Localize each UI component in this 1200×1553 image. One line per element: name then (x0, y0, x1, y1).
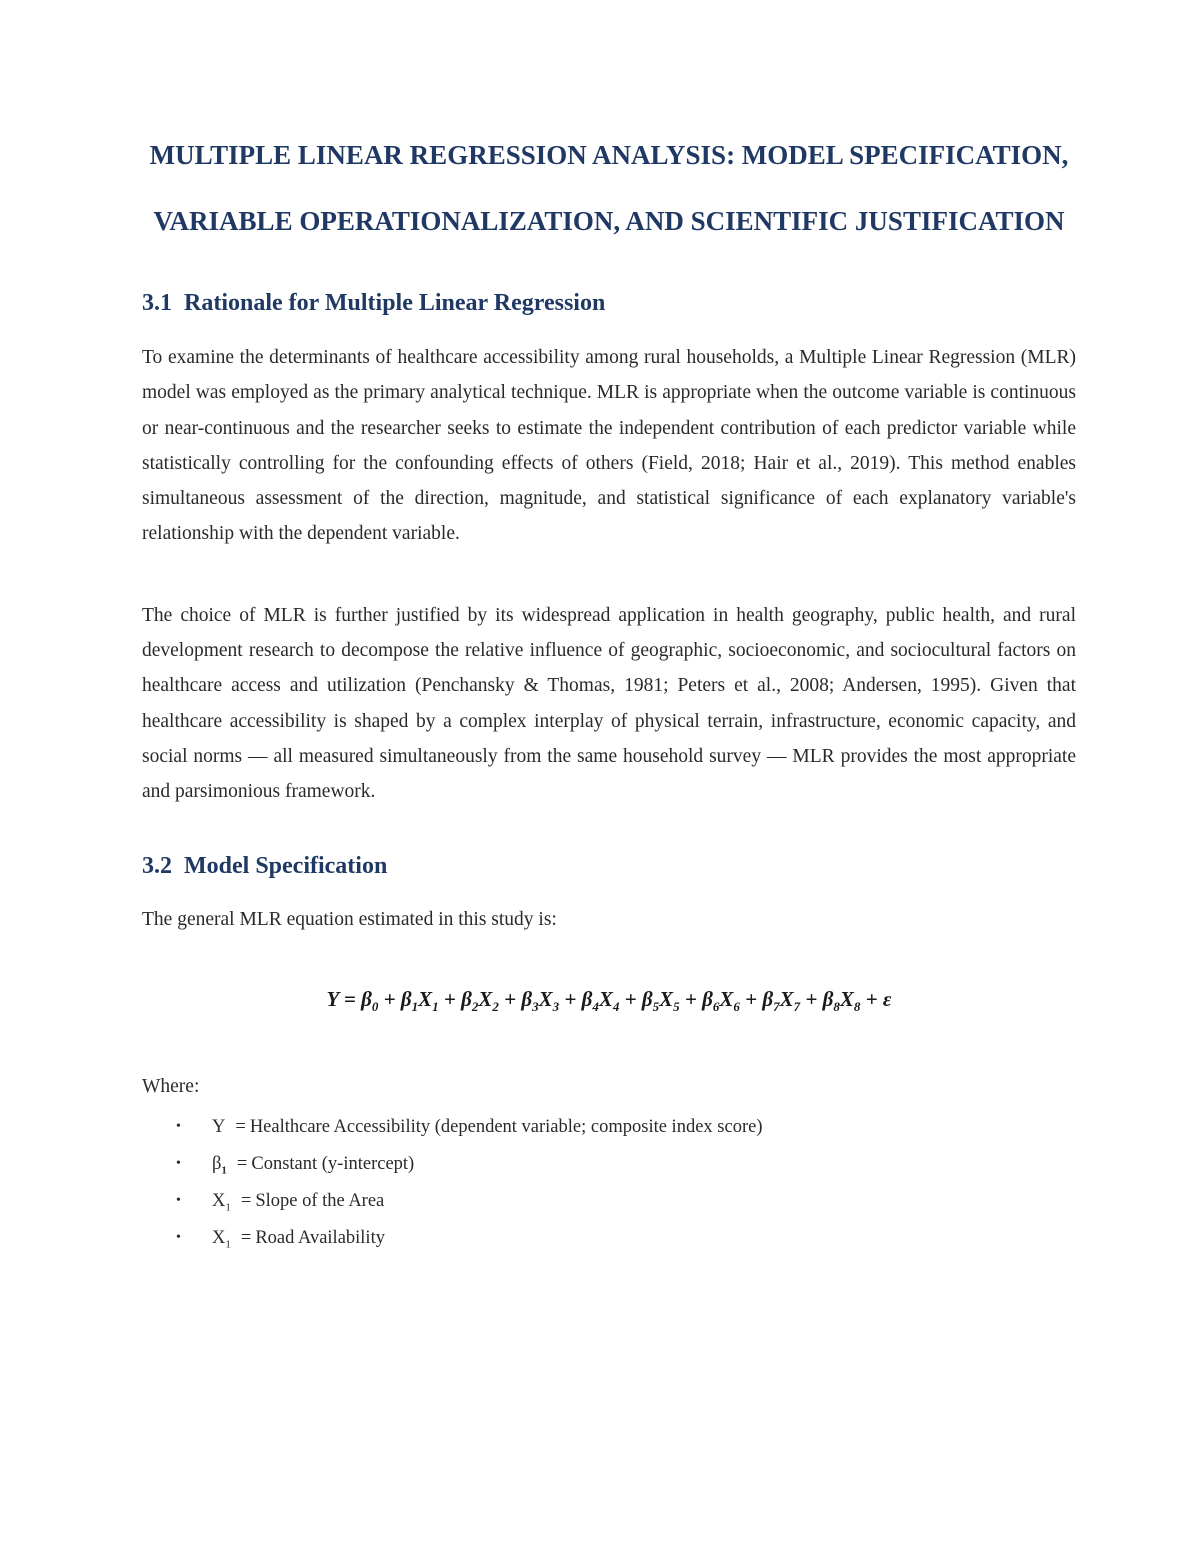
equation-plus: + (559, 986, 582, 1011)
equation-coefficient: $\beta_5$ (641, 986, 660, 1015)
variable-definition: Constant (y-intercept) (251, 1154, 415, 1175)
equation-variable: $X_5$ (659, 986, 680, 1015)
bullet-icon: • (176, 1156, 181, 1172)
definition-equals: = (240, 1191, 252, 1212)
equation-plus: + (619, 986, 642, 1011)
equation-coefficient: $\beta_8$ (822, 986, 840, 1015)
variable-symbol: $\beta_1$ (212, 1154, 227, 1177)
equation-plus: + (498, 986, 522, 1011)
definition-equals: = (240, 1228, 252, 1249)
variable-definition-item (142, 1189, 1076, 1226)
model-intro-text: The general MLR equation estimated in this study is: (142, 908, 557, 930)
equation-plus: + (860, 986, 883, 1011)
equation-variable: $X_6$ (719, 986, 740, 1015)
equation-equals: = (338, 986, 362, 1011)
equation-coefficient: $\beta_1$ (400, 986, 419, 1015)
section-title: Rationale for Multiple Linear Regression (184, 290, 606, 316)
equation-intercept: $\beta_0$ (361, 986, 379, 1015)
bullet-icon: • (176, 1230, 181, 1246)
paragraph-rationale-2: The choice of MLR is further justified by its widespread application in health geography, public health, and rural development research to decompose the relative influence of geographic, socioeconomic, and sociocultural factors on healthcare access and utilization (Penchansky & Thomas, 1981; Peters et al., 2008; Andersen, 1995). Given that healthcare accessibility is shaped by a complex interplay of physical terrain, infrastructure, economic capacity, and social norms — all measured simultaneously from the same household survey — MLR provides the most appropriate and parsimonious framework. (142, 604, 1076, 803)
variable-definition-item (142, 1226, 1076, 1263)
where-label: Where: (142, 1076, 200, 1098)
variable-definition: Slope of the Area (255, 1191, 385, 1212)
definition-equals: = (235, 1117, 246, 1138)
equation-coefficient: $\beta_2$ (461, 986, 479, 1015)
equation-variable: $X_1$ (418, 986, 439, 1015)
variable-definition-item (142, 1152, 1076, 1189)
variable-symbol: $X_1$ (212, 1191, 231, 1214)
section-title: Model Specification (184, 852, 388, 879)
equation-variable: $X_2$ (478, 986, 499, 1015)
equation-variable: $X_4$ (598, 986, 620, 1015)
section-number: 3.1 (142, 290, 172, 316)
bullet-icon: • (176, 1119, 181, 1135)
equation-plus: + (438, 986, 462, 1011)
section-number: 3.2 (142, 852, 172, 879)
document-title-line2: VARIABLE OPERATIONALIZATION, AND SCIENTIFIC JUSTIFICATION (153, 206, 1065, 236)
document-page (142, 138, 1076, 1263)
equation-plus: + (679, 986, 703, 1011)
variable-definition: Road Availability (255, 1228, 385, 1249)
equation-plus: + (378, 986, 401, 1011)
section-heading-3-2 (142, 851, 1076, 881)
bullet-icon: • (176, 1193, 181, 1209)
equation-coefficient: $\beta_6$ (702, 986, 720, 1015)
equation-lhs: Y (326, 986, 339, 1011)
equation-variable: $X_3$ (538, 986, 560, 1015)
regression-equation (142, 984, 1076, 1022)
equation-variable: $X_7$ (779, 986, 801, 1015)
definition-equals: = (236, 1154, 248, 1175)
variable-definition-list (142, 1115, 1076, 1263)
equation-coefficient: $\beta_4$ (581, 986, 599, 1015)
section-heading-3-1 (142, 288, 1076, 318)
paragraph-rationale-1: To examine the determinants of healthcare accessibility among rural households, a Multiple Linear Regression (MLR) model was employed as the primary analytical technique. MLR is appropriate when the outcome variable is continuous or near-continuous and the researcher seeks to estimate the independent contribution of each predictor variable while statistically controlling for the confounding effects of others (Field, 2018; Hair et al., 2019). This method enables simultaneous assessment of the direction, magnitude, and statistical significance of each explanatory variable's relationship with the dependent variable. (142, 347, 1076, 545)
variable-symbol: Y (212, 1117, 226, 1138)
document-title-line1: MULTIPLE LINEAR REGRESSION ANALYSIS: MODEL SPECIFICATION, (149, 140, 1069, 170)
variable-symbol: $X_1$ (212, 1228, 231, 1251)
equation-error-term: ε (882, 986, 892, 1011)
variable-definition: Healthcare Accessibility (dependent variable; composite index score) (249, 1117, 763, 1138)
variable-definition-item (142, 1115, 1076, 1152)
equation-variable: $X_8$ (839, 986, 861, 1015)
equation-coefficient: $\beta_3$ (521, 986, 539, 1015)
equation-coefficient: $\beta_7$ (762, 986, 780, 1015)
equation-plus: + (739, 986, 763, 1011)
equation-plus: + (800, 986, 823, 1011)
